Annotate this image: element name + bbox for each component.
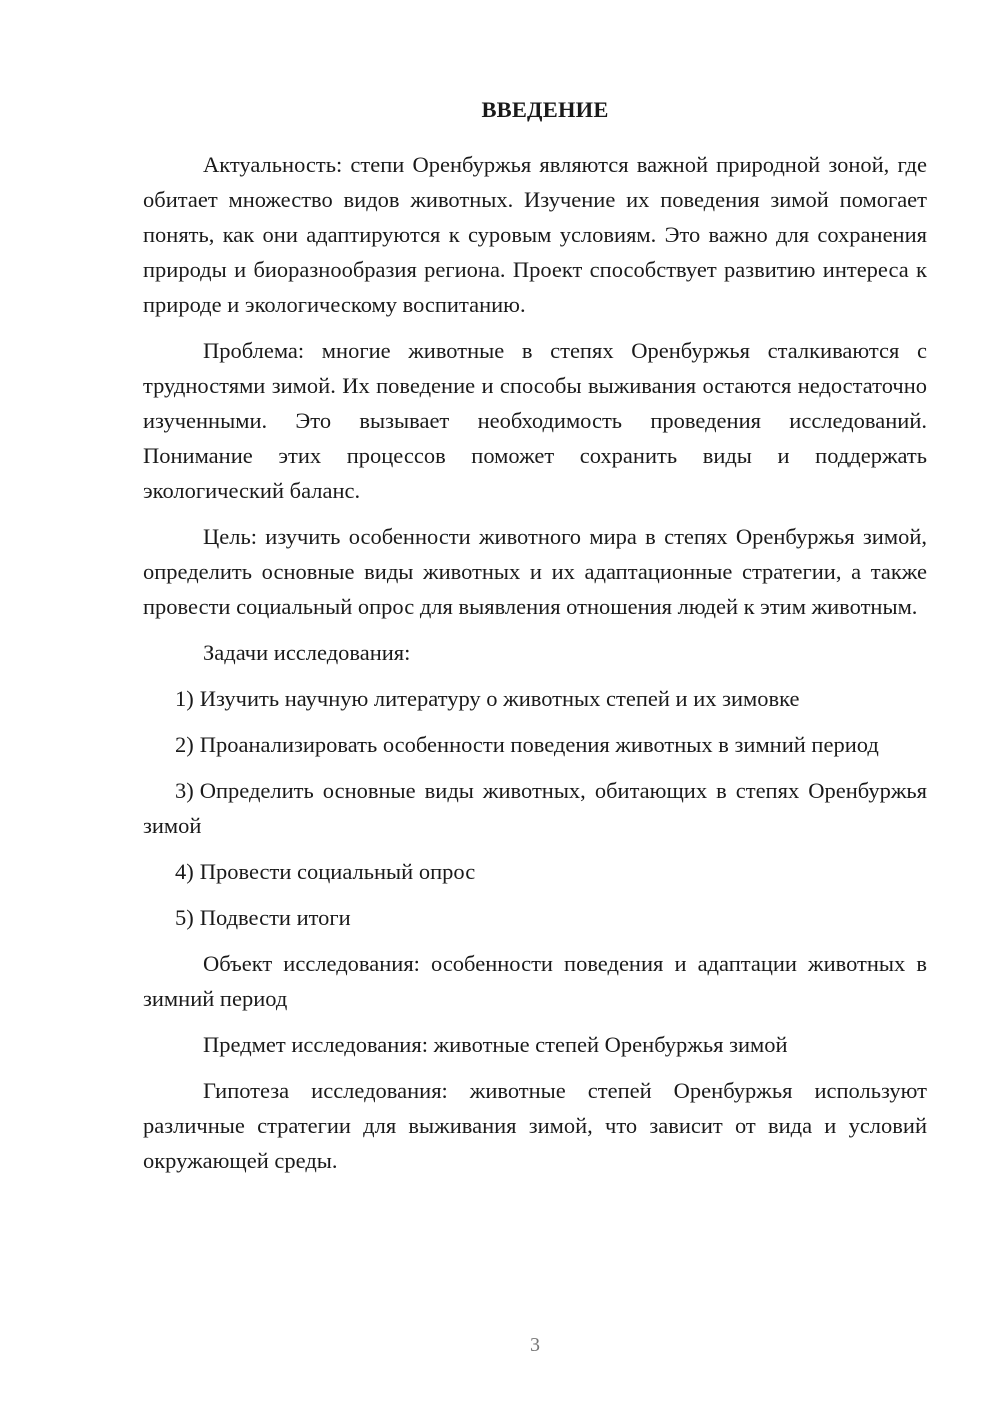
task-item <box>143 681 927 716</box>
task-text: Провести социальный опрос <box>199 859 476 884</box>
task-number: 1) <box>175 686 194 711</box>
task-text: Определить основные виды животных, обитающих в степях Оренбуржья зимой <box>143 778 927 838</box>
task-number: 2) <box>175 732 194 757</box>
page-title: ВВЕДЕНИЕ <box>481 97 609 122</box>
paragraph-subject: Предмет исследования: животные степей Оренбуржья зимой <box>203 1032 788 1057</box>
task-number: 3) <box>175 778 194 803</box>
paragraph-object: Объект исследования: особенности поведения и адаптации животных в зимний период <box>143 951 927 1011</box>
task-text: Изучить научную литературу о животных степей и их зимовке <box>199 686 800 711</box>
paragraph-goal: Цель: изучить особенности животного мира в степях Оренбуржья зимой, определить основные виды животных и их адаптационные стратегии, а также провести социальный опрос для выявления отношения людей к этим животным. <box>143 524 927 619</box>
task-item <box>143 854 927 889</box>
page-number: 3 <box>530 1334 540 1356</box>
task-item <box>143 900 927 935</box>
paragraph-relevance: Актуальность: степи Оренбуржья являются важной природной зоной, где обитает множество видов животных. Изучение их поведения зимой помогает понять, как они адаптируются к суровым условиям. Это важно для сохранения природы и биоразнообразия региона. Проект способствует развитию интереса к природе и экологическому воспитанию. <box>143 152 927 317</box>
document-body <box>143 95 927 1189</box>
task-number: 4) <box>175 859 194 884</box>
task-item <box>143 727 927 762</box>
task-text: Подвести итоги <box>199 905 351 930</box>
task-text: Проанализировать особенности поведения животных в зимний период <box>199 732 879 757</box>
paragraph-problem: Проблема: многие животные в степях Оренбуржья сталкиваются с трудностями зимой. Их поведение и способы выживания остаются недостаточно изученными. Это вызывает необходимость проведения исследований. Понимание этих процессов поможет сохранить виды и поддержать экологический баланс. <box>143 338 927 503</box>
paragraph-hypothesis: Гипотеза исследования: животные степей Оренбуржья используют различные стратегии для выживания зимой, что зависит от вида и условий окружающей среды. <box>143 1078 927 1173</box>
task-item <box>143 773 927 843</box>
tasks-heading: Задачи исследования: <box>203 640 411 665</box>
task-number: 5) <box>175 905 194 930</box>
